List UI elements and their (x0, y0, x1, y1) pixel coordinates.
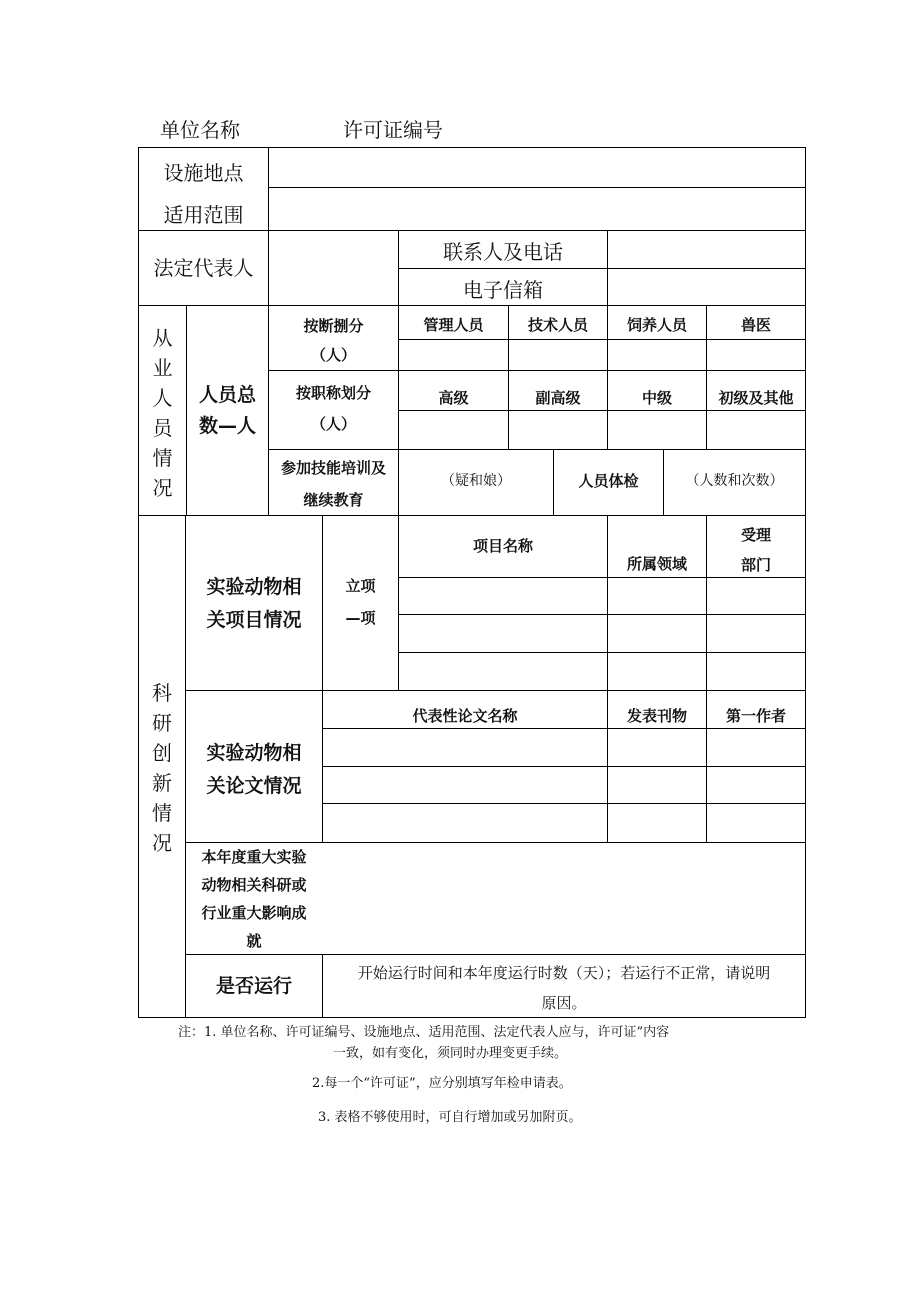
division-col-breeding: 饲养人员 (626, 315, 687, 334)
email-label: 电子信箱 (463, 278, 543, 302)
staff-section-label: 从 业 人 员 情 况 (152, 326, 173, 500)
note-1-line-1: 注：1. 单位名称、许可证编号、设施地点、适用范围、法定代表人应与，许可证”内容 (178, 1025, 670, 1040)
unit-name-label: 单位名称 (160, 118, 240, 142)
projects-label: 实验动物相 关项目情况 (206, 576, 302, 631)
note-2: 2.每一个“许可证”，应分别填写年检申请表。 (312, 1076, 572, 1091)
contact-phone-field[interactable] (608, 231, 805, 268)
division-col-technical: 技术人员 (527, 315, 588, 334)
legal-rep-field[interactable] (269, 231, 398, 305)
facility-address-label: 设施地点 (163, 161, 244, 185)
health-check-label: 人员体检 (578, 471, 639, 490)
papers-label: 实验动物相 关论文情况 (206, 742, 302, 797)
scope-label: 适用范围 (163, 203, 244, 227)
major-achievements-label: 本年度重大实验 动物相关科研或 行业重大影响成 就 (201, 847, 307, 950)
license-number-label: 许可证编号 (343, 118, 443, 142)
training-hint[interactable]: （疑和娘） (441, 472, 511, 489)
division-col-vet: 兽医 (740, 315, 771, 334)
division-col-management: 管理人员 (423, 315, 484, 334)
research-section-label: 科 研 创 新 情 况 (152, 681, 172, 855)
email-field[interactable] (608, 269, 805, 305)
project-field-header: 所属领域 (626, 554, 687, 573)
project-dept-header: 受理 部门 (740, 526, 771, 574)
title-col-senior: 高级 (438, 388, 469, 407)
operating-label: 是否运行 (215, 974, 292, 997)
journal-header: 发表刊物 (626, 706, 687, 725)
legal-rep-label: 法定代表人 (153, 256, 254, 280)
staff-total-label: 人员总 数—人 (198, 384, 256, 437)
operating-note[interactable]: 开始运行时间和本年度运行时数（天）；若运行不正常，请说明 原因。 (357, 964, 771, 1012)
title-col-junior: 初级及其他 (718, 388, 794, 407)
note-1-line-2: 一致，如有变化，须同时办理变更手续。 (333, 1046, 568, 1061)
title-col-associate: 副高级 (535, 388, 581, 407)
training-label: 参加技能培训及 继续教育 (280, 459, 386, 509)
first-author-header: 第一作者 (725, 706, 786, 725)
facility-address-field[interactable] (269, 148, 805, 187)
project-name-header: 项目名称 (472, 536, 533, 555)
note-3: 3. 表格不够使用时，可自行增加或另加附页。 (318, 1110, 582, 1125)
approved-projects-label: 立项 —项 (345, 577, 376, 627)
major-achievements-field[interactable] (323, 843, 805, 954)
by-division-label: 按断捌分 （人） (303, 317, 364, 364)
health-check-hint[interactable]: （人数和次数） (685, 472, 784, 489)
title-col-intermediate: 中级 (641, 388, 672, 407)
scope-field[interactable] (269, 188, 805, 230)
by-title-label: 按职称划分 （人） (295, 384, 371, 433)
contact-phone-label: 联系人及电话 (443, 240, 563, 264)
paper-name-header: 代表性论文名称 (412, 706, 518, 725)
